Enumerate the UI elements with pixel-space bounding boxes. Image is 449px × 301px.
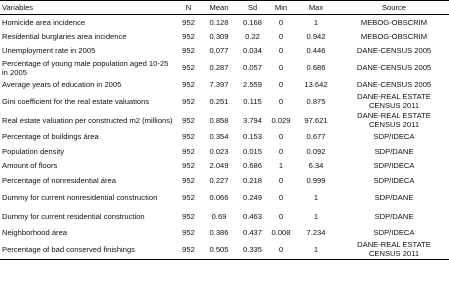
source-cell: DANE-REAL ESTATE CENSUS 2011 xyxy=(357,111,431,129)
min-cell: 0.029 xyxy=(271,115,291,125)
max-cell: 6.34 xyxy=(308,161,324,171)
header-max: Max xyxy=(293,1,339,15)
max-cell: 0.999 xyxy=(306,175,326,185)
max-cell: 97.621 xyxy=(304,115,328,125)
n-cell: 952 xyxy=(182,96,195,106)
source-cell: SDP/DANE xyxy=(374,146,414,156)
mean-cell: 7.397 xyxy=(209,79,229,89)
min-cell: 0 xyxy=(278,146,284,156)
min-cell: 0 xyxy=(278,132,284,142)
sd-cell: 2.559 xyxy=(242,79,262,89)
max-cell: 0.686 xyxy=(306,63,326,72)
mean-cell: 0.69 xyxy=(211,211,227,221)
sd-cell: 0.22 xyxy=(245,31,260,41)
sd-cell: 0.437 xyxy=(242,228,262,238)
table-row xyxy=(0,159,449,174)
sd-cell: 0.034 xyxy=(242,46,262,56)
sd-cell: 0.686 xyxy=(242,161,262,171)
source-cell: DANE-REAL ESTATE CENSUS 2011 xyxy=(339,240,449,259)
sd-cell: 0.015 xyxy=(242,146,262,156)
sd-cell: 3.794 xyxy=(242,115,262,125)
source-cell: SDP/IDECA xyxy=(373,161,415,171)
n-cell: 952 xyxy=(182,132,195,142)
header-mean: Mean xyxy=(202,1,236,15)
table-row xyxy=(0,130,449,145)
sd-cell: 0.249 xyxy=(242,192,262,202)
sd-cell: 0.057 xyxy=(242,63,262,72)
source-cell: SDP/DANE xyxy=(374,192,414,202)
mean-cell: 0.505 xyxy=(202,240,236,259)
variable-cell: Homicide area incidence xyxy=(2,17,86,27)
sd-cell: 0.335 xyxy=(236,240,269,259)
header-sd: Sd xyxy=(236,1,269,15)
source-cell: SDP/IDECA xyxy=(373,228,415,238)
min-cell: 0 xyxy=(278,175,284,185)
n-cell: 952 xyxy=(182,17,195,27)
mean-cell: 0.354 xyxy=(209,132,229,142)
mean-cell: 0.309 xyxy=(209,31,229,41)
mean-cell: 0.858 xyxy=(209,115,229,125)
header-min: Min xyxy=(269,1,293,15)
n-cell: 952 xyxy=(182,175,195,185)
min-cell: 0 xyxy=(278,211,284,221)
table-row xyxy=(0,29,449,44)
min-cell: 0 xyxy=(278,63,284,72)
variable-cell: Percentage of young male population aged 10-25 in 2005 xyxy=(2,58,169,77)
min-cell: 0 xyxy=(278,96,284,106)
header-source: Source xyxy=(339,1,449,15)
mean-cell: 0.251 xyxy=(209,96,229,106)
n-cell: 952 xyxy=(182,46,195,56)
table-row xyxy=(0,44,449,59)
source-cell: DANE-CENSUS 2005 xyxy=(356,79,432,89)
source-cell: DANE-REAL ESTATE CENSUS 2011 xyxy=(357,92,431,110)
source-cell: DANE-CENSUS 2005 xyxy=(356,63,432,72)
variable-cell: Percentage of nonresidential área xyxy=(2,175,116,185)
min-cell: 0 xyxy=(278,79,284,89)
min-cell: 0 xyxy=(269,240,293,259)
n-cell: 952 xyxy=(182,79,195,89)
min-cell: 0 xyxy=(278,17,284,27)
mean-cell: 0.077 xyxy=(209,46,229,56)
source-cell: MEBOG-OBSCRIM xyxy=(360,31,428,41)
mean-cell: 0.066 xyxy=(209,192,229,202)
n-cell: 952 xyxy=(182,211,195,221)
mean-cell: 0.386 xyxy=(209,228,229,238)
min-cell: 1 xyxy=(278,161,284,171)
variable-cell: Unemployment rate in 2005 xyxy=(2,46,96,56)
variable-cell: Dummy for current nonresidential construction xyxy=(2,192,158,202)
max-cell: 7.234 xyxy=(306,228,326,238)
sd-cell: 0.115 xyxy=(243,96,262,106)
header-variables: Variables xyxy=(0,1,175,15)
max-cell: 0.446 xyxy=(306,46,326,56)
sd-cell: 0.463 xyxy=(242,211,262,221)
max-cell: 1 xyxy=(293,240,339,259)
sd-cell: 0.168 xyxy=(242,17,262,27)
max-cell: 13.642 xyxy=(304,79,328,89)
mean-cell: 0.227 xyxy=(209,175,229,185)
n-cell: 952 xyxy=(182,146,195,156)
table-row xyxy=(0,240,449,259)
table-row xyxy=(0,207,449,226)
n-cell: 952 xyxy=(182,31,195,41)
variable-cell: Amount of floors xyxy=(2,161,58,171)
header-n: N xyxy=(175,1,202,15)
n-cell: 952 xyxy=(182,192,195,202)
source-cell: DANE-CENSUS 2005 xyxy=(356,46,432,56)
variable-cell: Percentage of buildings área xyxy=(2,132,99,142)
n-cell: 952 xyxy=(182,228,195,238)
variable-cell: Dummy for current residential construction xyxy=(2,211,145,221)
variable-cell: Gini coefficient for the real estate valuations xyxy=(2,96,150,106)
max-cell: 1 xyxy=(313,17,319,27)
source-cell: SDP/DANE xyxy=(374,211,414,221)
min-cell: 0 xyxy=(278,192,284,202)
sd-cell: 0.218 xyxy=(242,175,262,185)
max-cell: 1 xyxy=(313,211,319,221)
table-row xyxy=(0,111,449,130)
mean-cell: 0.287 xyxy=(209,63,229,72)
n-cell: 952 xyxy=(182,115,195,125)
table-header-row xyxy=(0,1,449,15)
max-cell: 0.677 xyxy=(306,132,326,142)
table-row xyxy=(0,58,449,77)
max-cell: 1 xyxy=(313,192,319,202)
variable-cell: Neighborhood área xyxy=(2,228,68,238)
n-cell: 952 xyxy=(182,63,195,72)
n-cell: 952 xyxy=(175,240,202,259)
n-cell: 952 xyxy=(182,161,195,171)
table-row xyxy=(0,226,449,241)
mean-cell: 0.023 xyxy=(209,146,229,156)
table-row xyxy=(0,144,449,159)
sd-cell: 0.153 xyxy=(242,132,262,142)
min-cell: 0.008 xyxy=(271,228,291,238)
variable-cell: Percentage of bad conserved finishings xyxy=(0,240,175,259)
source-cell: SDP/IDECA xyxy=(373,132,415,142)
table-row xyxy=(0,77,449,92)
min-cell: 0 xyxy=(278,31,284,41)
table-row xyxy=(0,92,449,111)
max-cell: 0.942 xyxy=(306,31,326,41)
variable-cell: Average years of education in 2005 xyxy=(2,79,122,89)
mean-cell: 0.128 xyxy=(209,17,229,27)
table-row xyxy=(0,173,449,188)
source-cell: SDP/IDECA xyxy=(373,175,415,185)
variable-cell: Residential burglaries area incidence xyxy=(2,31,127,41)
table-row xyxy=(0,188,449,207)
mean-cell: 2.049 xyxy=(209,161,229,171)
max-cell: 0.875 xyxy=(306,96,326,106)
table-row xyxy=(0,15,449,30)
variable-cell: Population density xyxy=(2,146,65,156)
variable-cell: Real estate valuation per constructed m2 (millions) xyxy=(2,115,173,125)
max-cell: 0.092 xyxy=(306,146,326,156)
min-cell: 0 xyxy=(278,46,284,56)
source-cell: MEBOG-OBSCRIM xyxy=(360,17,428,27)
